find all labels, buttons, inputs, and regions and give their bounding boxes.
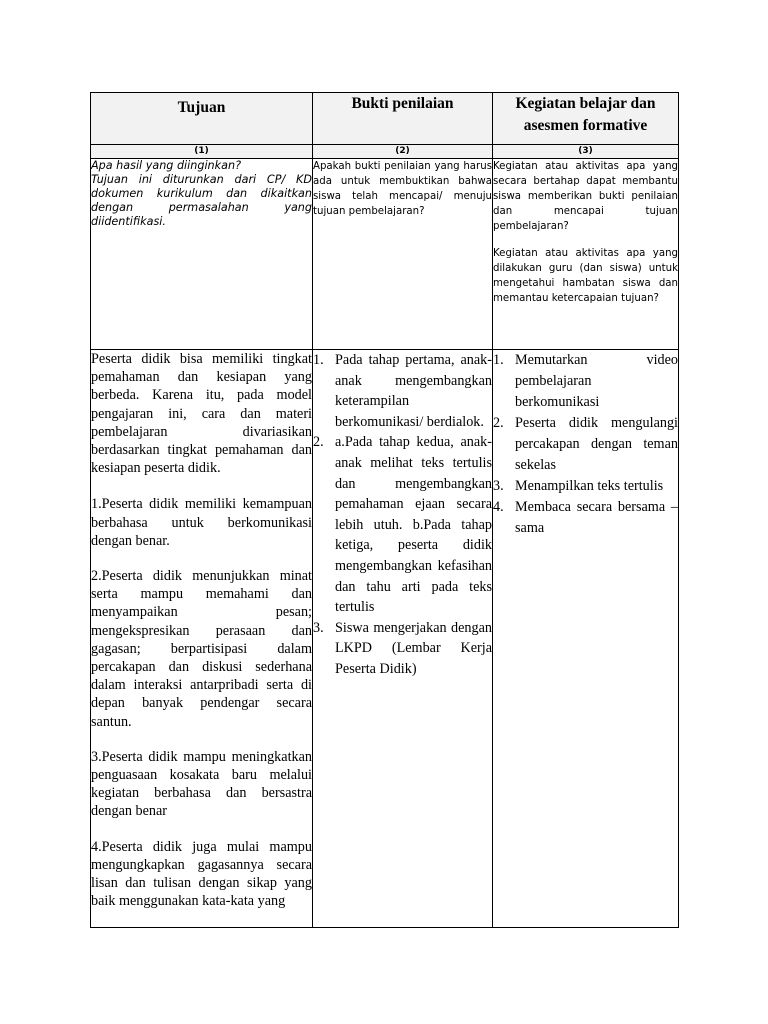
list-number: 4.: [493, 499, 504, 515]
tujuan-content: [91, 350, 313, 928]
list-text: Peserta didik mengulangi percakapan dengan teman sekelas: [515, 415, 678, 473]
tujuan-paragraph: 3.Peserta didik mampu meningkatkan penguasaan kosakata baru melalui kegiatan berbahasa dan bersastra dengan benar: [91, 748, 312, 820]
kegiatan-content: [493, 350, 679, 928]
list-number: 1.: [313, 352, 324, 368]
list-item: [493, 413, 678, 476]
guidance-tujuan: [91, 159, 313, 350]
content-row: [91, 350, 679, 928]
guidance-question: Apa hasil yang diinginkan?: [91, 159, 242, 172]
bukti-content: [313, 350, 493, 928]
list-text: a.Pada tahap kedua, anak-anak melihat teks tertulis dan mengembangkan pemahaman ejaan secara lebih utuh. b.Pada tahap ketiga, peserta didik mengembangkan kefasihan dan tahu arti pada teks tertulis: [335, 434, 492, 616]
guidance-explanation: Tujuan ini diturunkan dari CP/ KD dokumen kurikulum dan dikaitkan dengan permasalahan yang diidentifikasi.: [91, 173, 312, 228]
list-item: [493, 350, 678, 413]
list-text: Membaca secara bersama – sama: [515, 499, 678, 536]
list-item: [313, 350, 492, 432]
bukti-list: [313, 350, 492, 680]
assessment-table: [90, 92, 679, 928]
list-number: 2.: [493, 415, 504, 431]
tujuan-paragraph: 4.Peserta didik juga mulai mampu mengungkapkan gagasannya secara lisan dan tulisan dengan sikap yang baik menggunakan kata-kata yang: [91, 838, 312, 910]
column-number: (3): [493, 145, 679, 159]
header-kegiatan-belajar: Kegiatan belajar dan asesmen formative: [493, 93, 679, 145]
list-item: [493, 497, 678, 539]
tujuan-paragraph: 2.Peserta didik menunjukkan minat serta mampu memahami dan menyampaikan pesan; mengekspresikan perasaan dan gagasan; berpartisipasi dalam percakapan dan diskusi sederhana dalam interaksi antarpribadi serta di depan banyak pendengar secara santun.: [91, 568, 312, 730]
list-item: [313, 618, 492, 680]
column-number: (2): [313, 145, 493, 159]
kegiatan-list: [493, 350, 678, 539]
list-number: 1.: [493, 352, 504, 368]
list-item: [313, 432, 492, 617]
guidance-question: Kegiatan atau aktivitas apa yang dilakukan guru (dan siswa) untuk mengetahui hambatan siswa dan memantau ketercapaian tujuan?: [493, 248, 678, 304]
list-text: Siswa mengerjakan dengan LKPD (Lembar Kerja Peserta Didik): [335, 619, 492, 677]
header-bukti-penilaian: Bukti penilaian: [313, 93, 493, 145]
header-tujuan: Tujuan: [91, 93, 313, 145]
tujuan-paragraph: 1.Peserta didik memiliki kemampuan berbahasa untuk berkomunikasi dengan benar.: [91, 496, 312, 549]
list-text: Memutarkan video pembelajaran berkomunikasi: [515, 352, 678, 410]
list-number: 2.: [313, 434, 324, 451]
column-number-row: [91, 145, 679, 159]
tujuan-paragraph: Peserta didik bisa memiliki tingkat pemahaman dan kesiapan yang berbeda. Karena itu, pada model pengajaran ini, cara dan materi pembelajaran divariasikan berdasarkan tingkat pemahaman dan kesiapan peserta didik.: [91, 351, 312, 477]
list-number: 3.: [313, 619, 324, 636]
column-number: (1): [91, 145, 313, 159]
guidance-bukti: [313, 159, 493, 350]
list-item: [493, 476, 678, 497]
guidance-kegiatan: [493, 159, 679, 350]
table-header-row: [91, 93, 679, 145]
guidance-row: [91, 159, 679, 350]
guidance-question: Kegiatan atau aktivitas apa yang secara bertahap dapat membantu siswa memberikan bukti penilaian dan mencapai tujuan pembelajaran?: [493, 161, 678, 232]
list-number: 3.: [493, 478, 504, 494]
list-text: Menampilkan teks tertulis: [515, 478, 664, 494]
list-text: Pada tahap pertama, anak-anak mengembangkan keterampilan berkomunikasi/ berdialok.: [335, 352, 492, 430]
guidance-question: Apakah bukti penilaian yang harus ada untuk membuktikan bahwa siswa telah mencapai/ menuju tujuan pembelajaran?: [313, 161, 492, 217]
